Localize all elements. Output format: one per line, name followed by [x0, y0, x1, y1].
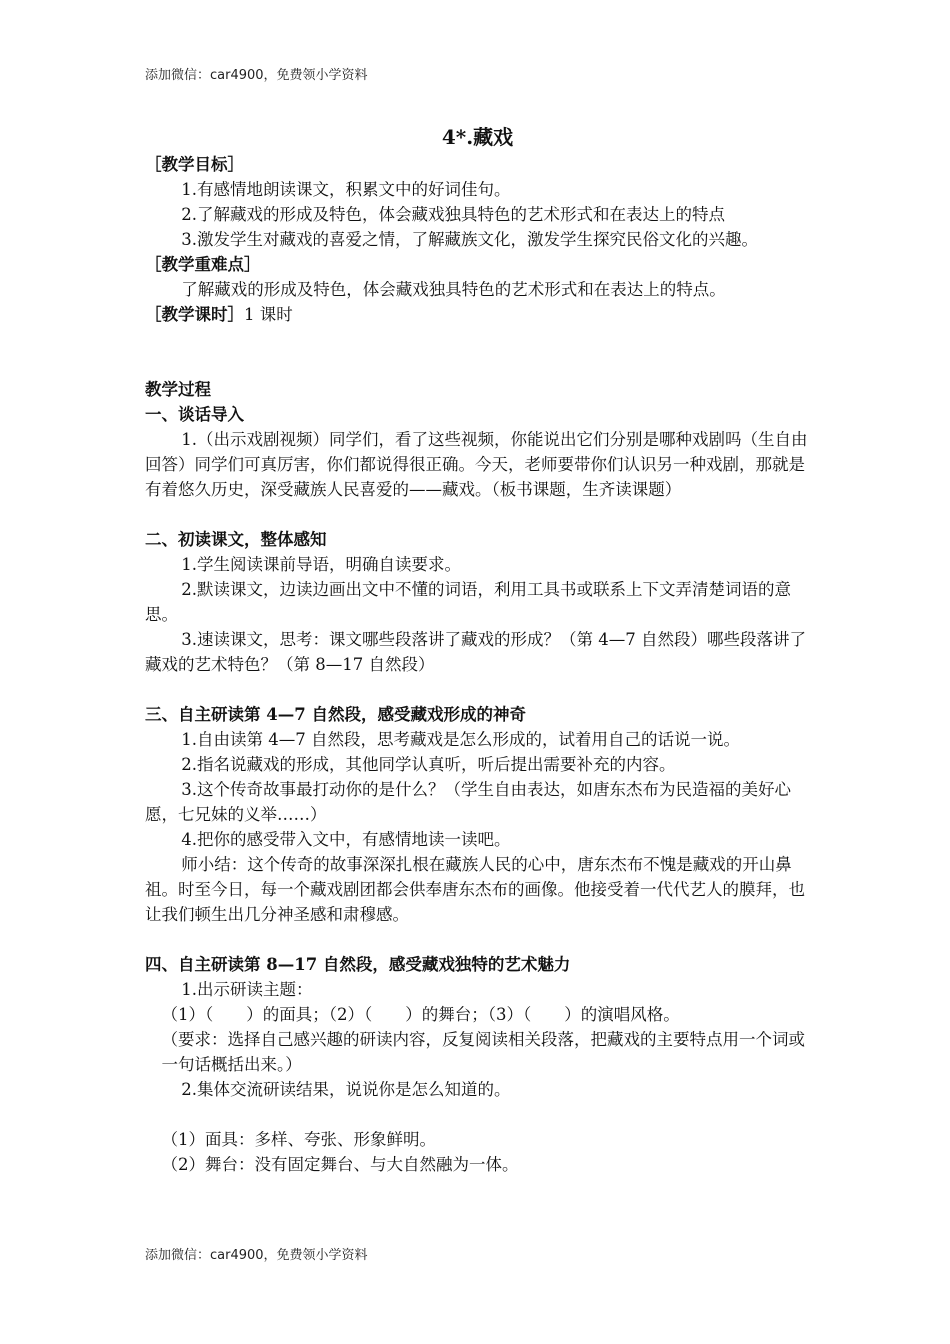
document-body	[145, 122, 810, 1177]
page-title: 4*.藏戏	[441, 125, 514, 149]
footer-note: 添加微信：car4900，免费领小学资料	[145, 1248, 368, 1263]
periods-heading: ［教学课时］	[145, 305, 244, 324]
section-paragraph: 1.出示研读主题：	[181, 980, 313, 999]
objective-item: 2.了解藏戏的形成及特色，体会藏戏独具特色的艺术形式和在表达上的特点	[181, 205, 726, 224]
section-paragraph: 3.速读课文，思考：课文哪些段落讲了藏戏的形成？（第 4—7 自然段）哪些段落讲了藏戏的艺术特色？（第 8—17 自然段）	[145, 630, 807, 674]
section-paragraph: 1.自由读第 4—7 自然段，思考藏戏是怎么形成的，试着用自己的话说一说。	[181, 730, 741, 749]
section-paragraph: 1.学生阅读课前导语，明确自读要求。	[181, 555, 462, 574]
section-paragraph: 2.集体交流研读结果，说说你是怎么知道的。	[181, 1080, 511, 1099]
objective-item: 3.激发学生对藏戏的喜爱之情，了解藏族文化，激发学生探究民俗文化的兴趣。	[181, 230, 759, 249]
section-paragraph: 2.默读课文，边读边画出文中不懂的词语，利用工具书或联系上下文弄清楚词语的意思。	[145, 580, 792, 624]
section-paragraph: 1.（出示戏剧视频）同学们，看了这些视频，你能说出它们分别是哪种戏剧吗（生自由回答）同学们可真厉害，你们都说得很正确。今天，老师要带你们认识另一种戏剧，那就是有着悠久历史，深受藏族人民喜爱的——藏戏。（板书课题，生齐读课题）	[145, 430, 808, 499]
section-paragraph: 4.把你的感受带入文中，有感情地读一读吧。	[181, 830, 511, 849]
section-heading-2: 二、初读课文，整体感知	[145, 530, 327, 549]
periods-text: 1 课时	[244, 305, 293, 324]
section-heading-4: 四、自主研读第 8—17 自然段，感受藏戏独特的艺术魅力	[145, 955, 571, 974]
section-paragraph: 3.这个传奇故事最打动你的是什么？（学生自由表达，如唐东杰布为民造福的美好心愿，七兄妹的义举……）	[145, 780, 792, 824]
research-topics: （1）（ ）的面具；（2）（ ）的舞台；（3）（ ）的演唱风格。	[161, 1005, 680, 1024]
objectives-heading: ［教学目标］	[145, 155, 244, 174]
section-summary: 师小结：这个传奇的故事深深扎根在藏族人民的心中，唐东杰布不愧是藏戏的开山鼻祖。时至今日，每一个藏戏剧团都会供奉唐东杰布的画像。他接受着一代代艺人的膜拜，也让我们顿生出几分神圣感和肃穆感。	[145, 855, 805, 924]
objective-item: 1.有感情地朗读课文，积累文中的好词佳句。	[181, 180, 511, 199]
result-item: （2）舞台：没有固定舞台、与大自然融为一体。	[161, 1155, 519, 1174]
section-paragraph: 2.指名说藏戏的形成，其他同学认真听，听后提出需要补充的内容。	[181, 755, 676, 774]
section-heading-1: 一、谈话导入	[145, 405, 244, 424]
section-heading-3: 三、自主研读第 4—7 自然段，感受藏戏形成的神奇	[145, 705, 526, 724]
research-requirement: （要求：选择自己感兴趣的研读内容，反复阅读相关段落，把藏戏的主要特点用一个词或一句话概括出来。）	[161, 1030, 805, 1074]
key-points-heading: ［教学重难点］	[145, 255, 261, 274]
process-heading: 教学过程	[145, 380, 211, 399]
key-points-text: 了解藏戏的形成及特色，体会藏戏独具特色的艺术形式和在表达上的特点。	[181, 280, 726, 299]
result-item: （1）面具：多样、夸张、形象鲜明。	[161, 1130, 436, 1149]
header-note: 添加微信：car4900，免费领小学资料	[145, 68, 368, 83]
